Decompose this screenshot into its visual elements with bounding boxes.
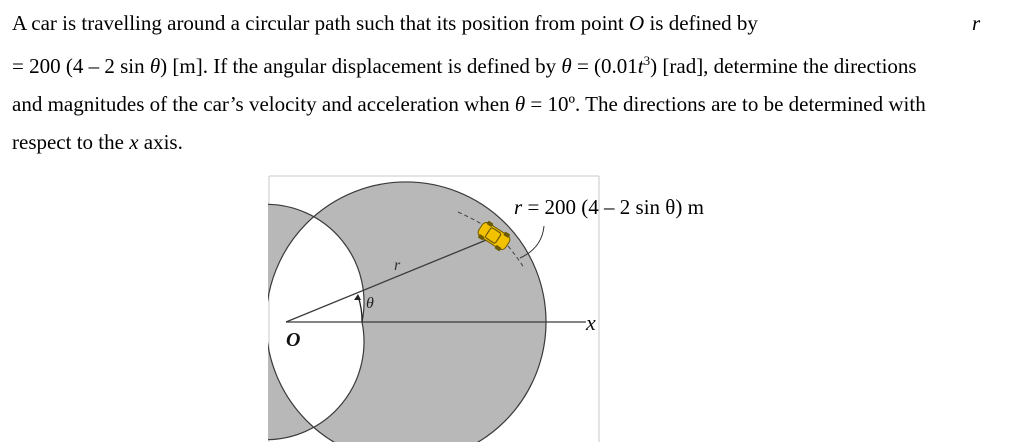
- point-o-symbol: O: [629, 11, 645, 35]
- problem-line-3: [12, 85, 1008, 123]
- problem-line-1: [12, 4, 1008, 42]
- text-fragment: ) [rad], determine the directions: [650, 54, 917, 78]
- origin-label: O: [286, 329, 301, 351]
- text-fragment: A car is travelling around a circular path such that its position from point: [12, 11, 630, 35]
- text-fragment: = 200 (4 – 2 sin: [12, 54, 150, 78]
- t-symbol: t: [637, 54, 644, 78]
- theta-symbol: θ: [561, 54, 572, 78]
- text-fragment: and magnitudes of the car’s velocity and acceleration when: [12, 92, 515, 116]
- figure-circular-path: [268, 174, 728, 442]
- text-fragment: is defined by: [644, 11, 758, 35]
- circular-track: [168, 182, 546, 442]
- theta-symbol: θ: [514, 92, 526, 116]
- x-axis-label: x: [586, 310, 596, 335]
- x-symbol: x: [129, 130, 139, 154]
- radius-label: r: [394, 257, 401, 274]
- equation-r-symbol: r: [514, 195, 523, 219]
- theta-symbol: θ: [149, 54, 161, 78]
- text-fragment: axis.: [138, 130, 183, 154]
- problem-statement: [12, 4, 1008, 161]
- text-fragment: respect to the: [12, 130, 130, 154]
- equation-body: = 200 (4 – 2 sin θ) m: [522, 195, 704, 219]
- problem-line-4: [12, 123, 1008, 161]
- text-fragment: = 10º. The directions are to be determined with: [525, 92, 926, 116]
- radius-equation: [514, 195, 704, 219]
- r-symbol: r: [972, 11, 981, 35]
- exponent: 3: [643, 53, 651, 68]
- theta-arrowhead: [354, 294, 361, 300]
- problem-line-2: [12, 42, 1008, 85]
- theta-label: θ: [366, 295, 374, 312]
- text-fragment: ) [m]. If the angular displacement is defined by: [160, 54, 562, 78]
- figure-svg: [268, 174, 728, 442]
- text-fragment: = (0.01: [571, 54, 638, 78]
